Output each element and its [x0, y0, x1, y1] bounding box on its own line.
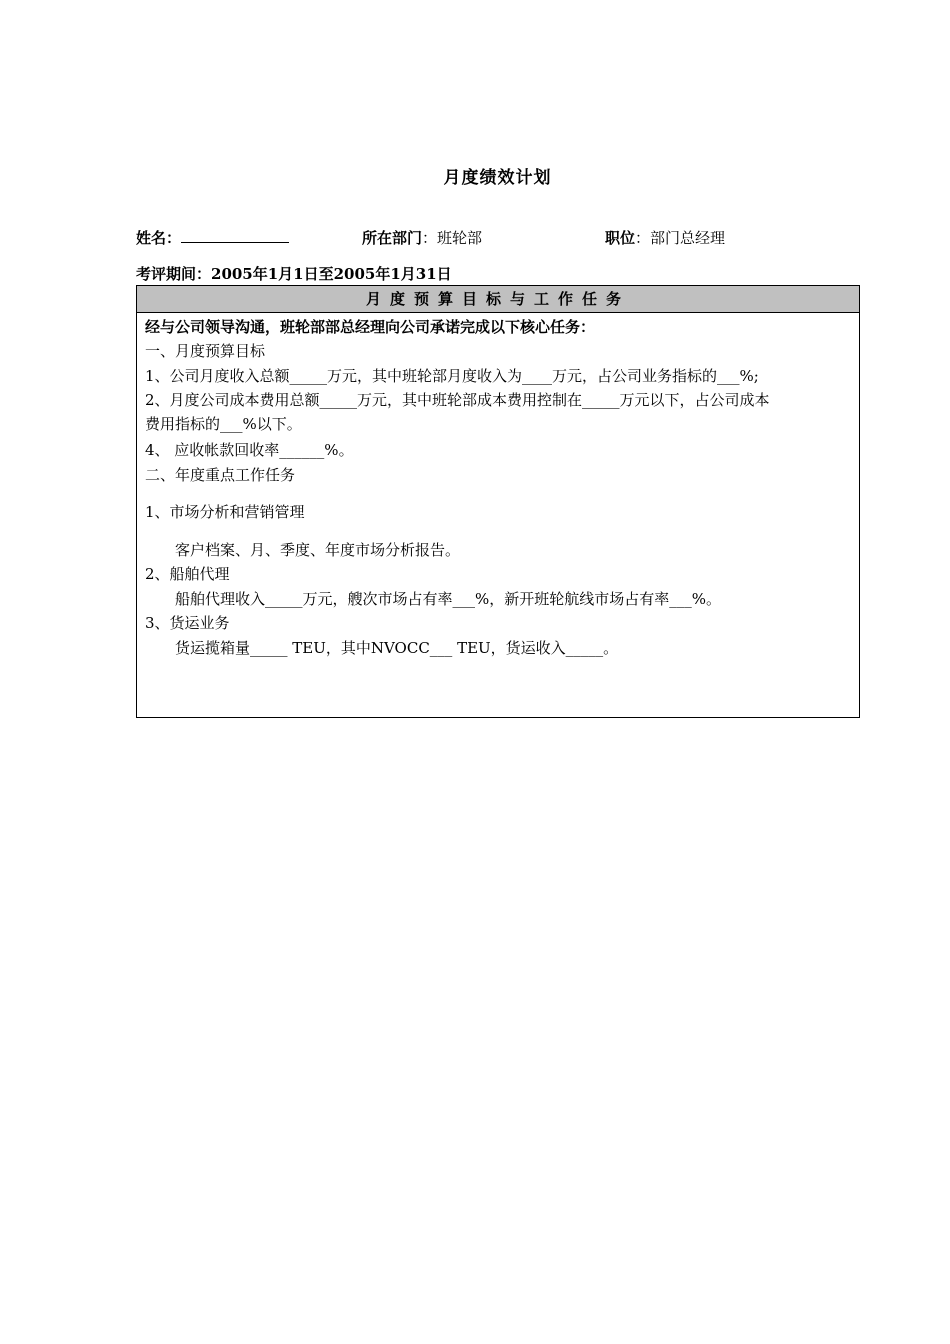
section-heading-tasks: 二、年度重点工作任务: [145, 466, 296, 484]
department-colon: ：: [422, 229, 438, 247]
page-title: 月度绩效计划: [443, 168, 552, 188]
section-heading-budget: 一、月度预算目标: [145, 342, 266, 360]
task-marketing: 1、市场分析和营销管理: [145, 503, 305, 521]
commitment-intro: 经与公司领导沟通，班轮部部总经理向公司承诺完成以下核心任务：: [145, 318, 596, 336]
budget-item-cost-cont: 费用指标的___%以下。: [145, 415, 302, 433]
department-value: 班轮部: [437, 229, 483, 247]
position-label: 职位: [605, 229, 636, 247]
task-ship-agency: 2、船舶代理: [145, 565, 230, 583]
table-header: 月度预算目标与工作任务: [137, 286, 859, 313]
employee-info-row: [136, 227, 860, 247]
budget-item-revenue: 1、公司月度收入总额_____万元，其中班轮部月度收入为____万元，占公司业务指标的___%;: [145, 367, 759, 385]
position-colon: ：: [635, 229, 651, 247]
evaluation-period: 考评期间：2005年1月1日至2005年1月31日: [136, 265, 452, 283]
position-value: 部门总经理: [650, 229, 726, 247]
task-marketing-detail: 客户档案、月、季度、年度市场分析报告。: [175, 541, 461, 559]
budget-item-cost: 2、月度公司成本费用总额_____万元，其中班轮部成本费用控制在_____万元以下，占公司成本: [145, 391, 770, 409]
name-field: [136, 227, 289, 248]
name-blank: [181, 228, 289, 243]
table-body: [137, 313, 859, 717]
task-freight: 3、货运业务: [145, 614, 230, 632]
task-ship-agency-detail: 船舶代理收入_____万元，艘次市场占有率___%，新开班轮航线市场占有率___%。: [175, 590, 722, 608]
position-field: [605, 227, 725, 248]
department-field: [362, 227, 482, 248]
name-label: 姓名：: [136, 229, 182, 247]
department-label: 所在部门: [362, 229, 423, 247]
task-freight-detail: 货运揽箱量_____ TEU，其中NVOCC___ TEU，货运收入_____。: [175, 639, 619, 657]
budget-item-receivables: 4、 应收帐款回收率______%。: [145, 441, 354, 459]
task-table: [136, 285, 860, 718]
